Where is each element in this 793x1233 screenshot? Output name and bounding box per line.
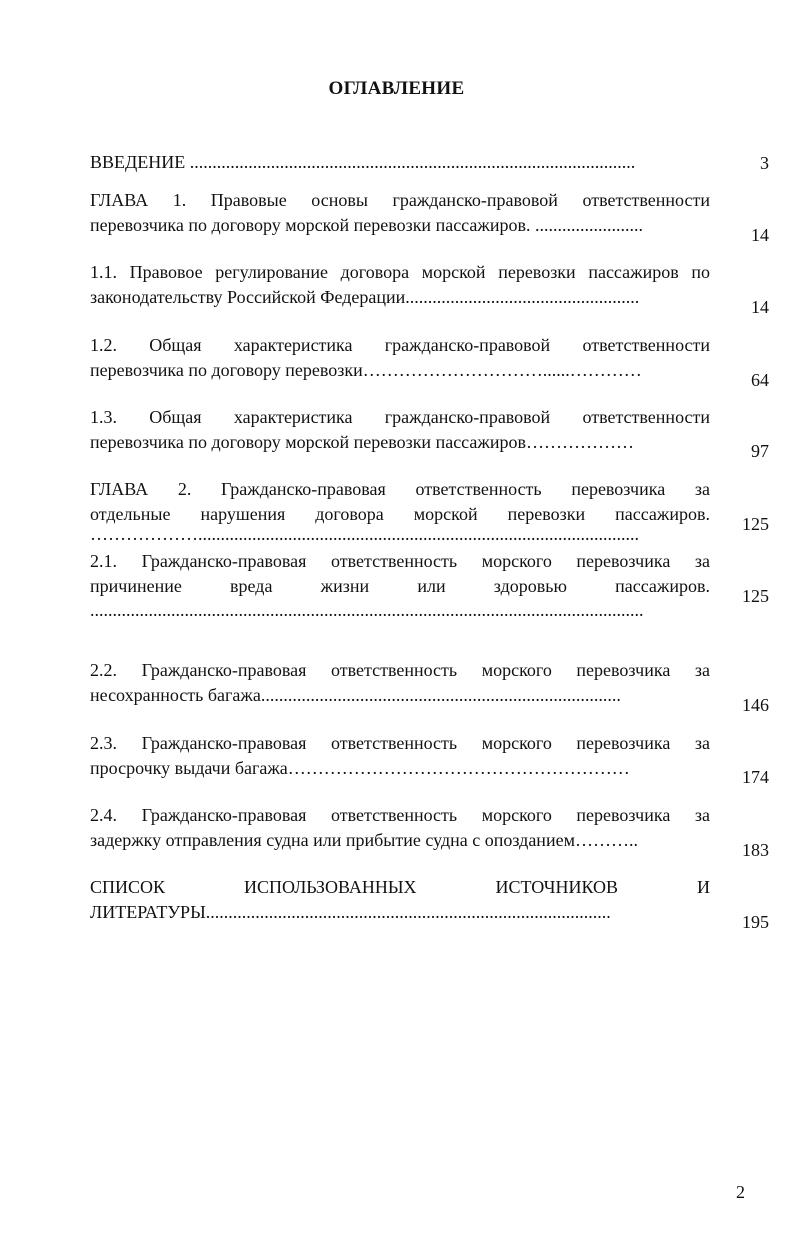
toc-entry-line: 2.2. Гражданско-правовая ответственность морского перевозчика за [90, 660, 710, 680]
toc-entry-section-2-4 [90, 803, 710, 853]
toc-entry-section-1-2 [90, 333, 710, 383]
toc-entry-line: 2.3. Гражданско-правовая ответственность морского перевозчика за [90, 733, 710, 753]
page-number: 2 [736, 1182, 745, 1202]
toc-page-number: 14 [751, 297, 769, 317]
toc-entry-line: несохранность багажа................................................................................ [90, 685, 621, 705]
toc-entry-section-1-1 [90, 260, 710, 310]
toc-entry-line: 1.1. Правовое регулирование договора морской перевозки пассажиров по [90, 262, 710, 282]
toc-entry-line: задержку отправления судна или прибытие судна с опозданием……….. [90, 830, 638, 850]
toc-entry-line: просрочку выдачи багажа………………………………………………… [90, 758, 630, 778]
toc-entry-line: ……………….................................................................................................. [90, 527, 639, 541]
toc-entry-line: ЛИТЕРАТУРЫ.......................................................................................... [90, 902, 611, 922]
toc-entry-line: ВВЕДЕНИЕ ................................................................................................... [90, 152, 636, 172]
toc-entry-line: перевозчика по договору морской перевозки пассажиров……………… [90, 432, 634, 452]
toc-entry-chapter-1 [90, 188, 710, 238]
toc-entry-references [90, 875, 710, 925]
page-title: ОГЛАВЛЕНИЕ [328, 78, 465, 99]
toc-entry-line: перевозчика по договору морской перевозки пассажиров. ........................ [90, 215, 643, 235]
toc-entry-line: 2.1. Гражданско-правовая ответственность морского перевозчика за [90, 551, 710, 571]
toc-entry-section-2-2 [90, 658, 710, 708]
toc-entry-line: ГЛАВА 2. Гражданско-правовая ответственность перевозчика за [90, 479, 710, 499]
toc-page-number: 195 [742, 912, 769, 932]
toc-entry-line: 1.2. Общая характеристика гражданско-правовой ответственности [90, 335, 710, 355]
toc-page-number: 125 [742, 586, 769, 606]
toc-entry-section-2-3 [90, 731, 710, 781]
toc-entry-section-2-1 [90, 549, 710, 621]
toc-page-number: 64 [751, 370, 769, 390]
toc-entry-line: причинение вреда жизни или здоровью пассажиров. [90, 576, 710, 596]
toc-page-number: 125 [742, 514, 769, 534]
toc-entry-line: 1.3. Общая характеристика гражданско-правовой ответственности [90, 407, 710, 427]
toc-page-number: 3 [760, 153, 769, 173]
toc-page-number: 14 [751, 225, 769, 245]
toc-entry-line: ГЛАВА 1. Правовые основы гражданско-правовой ответственности [90, 190, 710, 210]
toc-entry-line: 2.4. Гражданско-правовая ответственность морского перевозчика за [90, 805, 710, 825]
toc-entry-line: ........................................................................................................................... [90, 600, 644, 620]
toc-entry-chapter-2 [90, 477, 710, 541]
toc-entry-line: перевозчика по договору перевозки…………………………......………… [90, 360, 642, 380]
toc-page-number: 97 [751, 441, 769, 461]
toc-entry-line: отдельные нарушения договора морской перевозки пассажиров. [90, 504, 710, 524]
toc-entry-section-1-3 [90, 405, 710, 455]
toc-page-number: 174 [742, 767, 769, 787]
toc-entry-line: СПИСОК ИСПОЛЬЗОВАННЫХ ИСТОЧНИКОВ И [90, 877, 710, 897]
toc-page-number: 146 [742, 695, 769, 715]
toc-entry-line: законодательству Российской Федерации.................................................... [90, 287, 640, 307]
toc-page-number: 183 [742, 840, 769, 860]
toc-entry-introduction [90, 150, 710, 175]
